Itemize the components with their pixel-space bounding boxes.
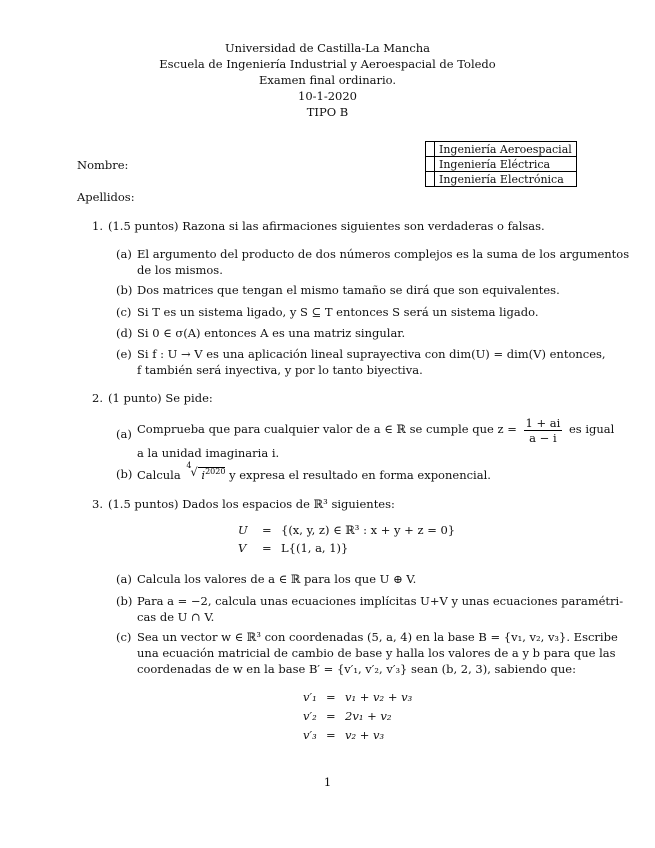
eq-v-sign: = [262, 541, 272, 555]
q3-points: (1.5 puntos) [108, 497, 179, 511]
q3a-text: Calcula los valores de a ∈ ℝ para los que U ⊕ V. [137, 572, 417, 586]
school-name: Escuela de Ingeniería Industrial y Aeroespacial de Toledo [159, 57, 496, 71]
degree-selection-table [425, 141, 577, 187]
degree-checkbox[interactable] [426, 172, 435, 187]
q2b-text-post: y expresa el resultado en forma exponencial. [229, 467, 491, 482]
radical-sign: √ [190, 465, 198, 479]
q3b-text-line2: cas de U ∩ V. [137, 610, 215, 624]
eq-v-rhs: L{(1, a, 1)} [281, 541, 349, 555]
nth-root [186, 461, 226, 482]
degree-label: Ingeniería Aeroespacial [435, 142, 577, 157]
name-label: Nombre: [77, 158, 129, 172]
q1e-text-line1: Si f : U → V es una aplicación lineal suprayectiva con dim(U) = dim(V) entonces, [137, 347, 606, 361]
q2b-text-pre: Calcula [137, 467, 181, 482]
q2a-label: (a) [116, 427, 132, 441]
rel1-lhs: v′₁ [303, 690, 317, 704]
exam-type: TIPO B [306, 105, 349, 119]
q1-text: Razona si las afirmaciones siguientes son verdaderas o falsas. [182, 219, 545, 233]
rel2-lhs: v′₂ [303, 709, 317, 723]
q2b-label: (b) [116, 467, 133, 481]
q2a-text-post: es igual [568, 422, 615, 436]
university-name: Universidad de Castilla-La Mancha [224, 41, 431, 55]
q3-text: Dados los espacios de ℝ³ siguientes: [182, 497, 395, 511]
q1a-label: (a) [116, 247, 132, 261]
q3b-text-line1: Para a = −2, calcula unas ecuaciones implícitas U+V y unas ecuaciones paramétri- [137, 594, 624, 608]
eq-u-sign: = [262, 523, 272, 537]
q3c-text-line3: coordenadas de w en la base B′ = {v′₁, v′₂, v′₃} sean (b, 2, 3), sabiendo que: [137, 662, 576, 676]
q2-number: 2. [92, 391, 103, 405]
q1e-text-line2: f también será inyectiva, y por lo tanto biyectiva. [137, 363, 423, 377]
rel1-rhs: v₁ + v₂ + v₃ [345, 690, 413, 704]
q3c-label: (c) [116, 630, 132, 644]
eq-u-rhs: {(x, y, z) ∈ ℝ³ : x + y + z = 0} [281, 523, 456, 537]
exam-title: Examen final ordinario. [258, 73, 397, 87]
q1-number: 1. [92, 219, 103, 233]
eq-u-lhs: U [238, 523, 248, 537]
q2a-text-pre: Comprueba que para cualquier valor de a ∈ ℝ se cumple que z = [137, 422, 517, 436]
q1b-text: Dos matrices que tengan el mismo tamaño se dirá que son equivalentes. [137, 283, 560, 297]
rel2-sign: = [326, 709, 336, 723]
q2a-text-line1 [137, 413, 614, 445]
exam-date: 10-1-2020 [298, 89, 357, 103]
degree-checkbox[interactable] [426, 142, 435, 157]
q1d-label: (d) [116, 326, 133, 340]
rel3-rhs: v₂ + v₃ [345, 728, 385, 742]
fraction [524, 416, 563, 445]
q1d-text: Si 0 ∈ σ(A) entonces A es una matriz singular. [137, 326, 406, 340]
eq-v-lhs: V [238, 541, 247, 555]
q1-statement [108, 219, 545, 233]
degree-row [426, 172, 577, 187]
q3c-text-line2: una ecuación matricial de cambio de base y halla los valores de a y b para que las [137, 646, 616, 660]
q2b-text [137, 461, 491, 482]
degree-row [426, 142, 577, 157]
q3b-label: (b) [116, 594, 133, 608]
q1a-text-line1: El argumento del producto de dos números complejos es la suma de los argumentos [137, 247, 630, 261]
page-number: 1 [323, 775, 332, 789]
q3c-text-line1: Sea un vector w ∈ ℝ³ con coordenadas (5, a, 4) en la base B = {v₁, v₂, v₃}. Escribe [137, 630, 618, 644]
rel3-sign: = [326, 728, 336, 742]
rel3-lhs: v′₃ [303, 728, 317, 742]
root-radicand: $i^{2020}$ [198, 467, 225, 482]
q2-points: (1 punto) [108, 391, 162, 405]
q1a-text-line2: de los mismos. [137, 263, 223, 277]
degree-label: Ingeniería Electrónica [435, 172, 577, 187]
q3-number: 3. [92, 497, 103, 511]
surname-label: Apellidos: [77, 190, 135, 204]
q1b-label: (b) [116, 283, 133, 297]
root-index: 4 [186, 461, 192, 470]
rel2-rhs: 2v₁ + v₂ [345, 709, 392, 723]
q1e-label: (e) [116, 347, 132, 361]
rel1-sign: = [326, 690, 336, 704]
q1c-text: Si T es un sistema ligado, y S ⊆ T entonces S será un sistema ligado. [137, 305, 539, 319]
q3a-label: (a) [116, 572, 132, 586]
q2-text: Se pide: [165, 391, 213, 405]
fraction-numerator: 1 + ai [525, 415, 561, 430]
degree-checkbox[interactable] [426, 157, 435, 172]
q2-statement [108, 391, 213, 405]
q3-statement [108, 497, 395, 511]
degree-row [426, 157, 577, 172]
q1-points: (1.5 puntos) [108, 219, 179, 233]
degree-label: Ingeniería Eléctrica [435, 157, 577, 172]
q1c-label: (c) [116, 305, 132, 319]
fraction-denominator: a − i [529, 430, 557, 445]
q2a-text-line2: a la unidad imaginaria i. [137, 446, 280, 460]
